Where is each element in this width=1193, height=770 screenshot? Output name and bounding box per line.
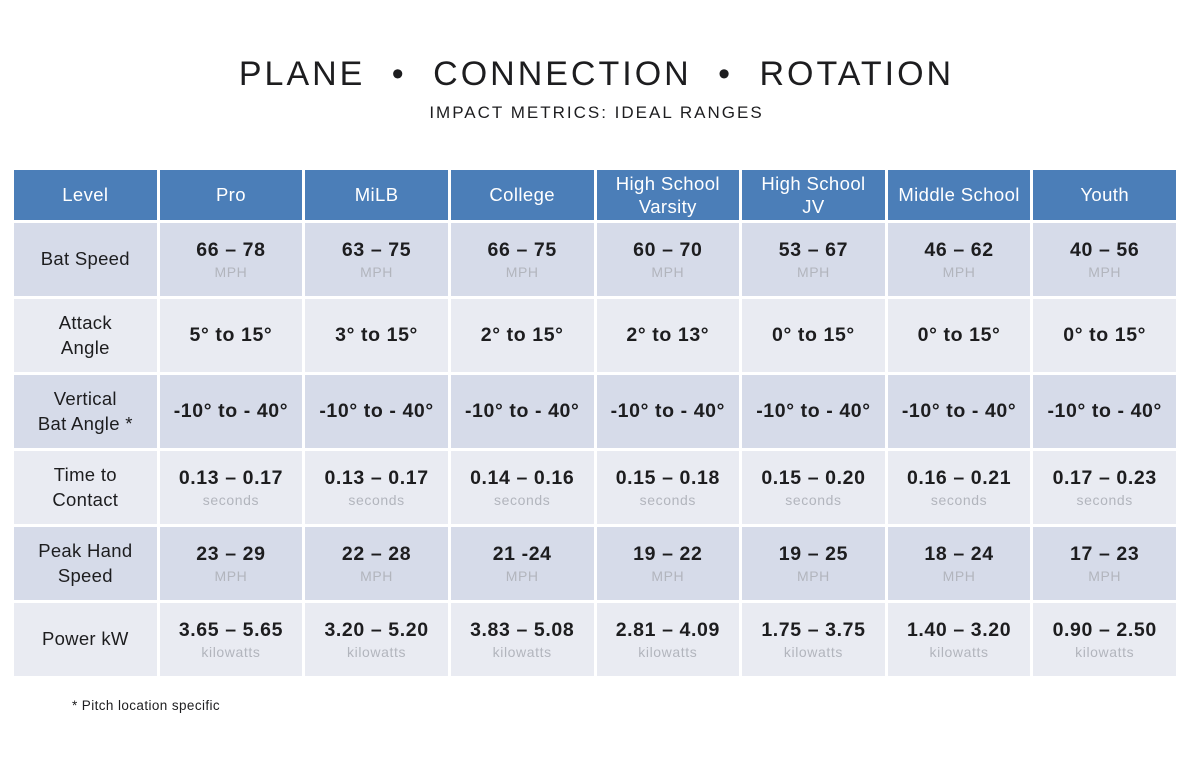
cell-value: 66 – 75 <box>487 239 557 261</box>
cell-peak-hand-speed-milb <box>305 527 448 600</box>
cell-unit: kilowatts <box>638 644 698 660</box>
cell-power-kw-high-school-jv <box>742 603 885 676</box>
cell-value: 0° to 15° <box>917 324 1001 346</box>
cell-unit: MPH <box>1088 568 1122 584</box>
cell-value: 3.20 – 5.20 <box>324 619 429 641</box>
cell-value: 19 – 25 <box>778 543 849 565</box>
table-row-power-kw <box>14 603 1176 676</box>
table-row-vertical-bat-angle <box>14 375 1176 448</box>
cell-attack-angle-youth <box>1033 299 1176 372</box>
table-row-bat-speed <box>14 223 1176 296</box>
cell-time-to-contact-milb <box>305 451 448 524</box>
column-header-middle-school: Middle School <box>888 170 1031 220</box>
cell-vertical-bat-angle-youth <box>1033 375 1176 448</box>
row-label-text: Power kW <box>41 628 129 650</box>
cell-value: 17 – 23 <box>1070 543 1140 565</box>
cell-value: 22 – 28 <box>341 543 412 565</box>
column-header-youth: Youth <box>1033 170 1176 220</box>
column-header-college: College <box>451 170 594 220</box>
cell-value: 63 – 75 <box>341 239 412 261</box>
cell-unit: kilowatts <box>347 644 407 660</box>
cell-unit: MPH <box>651 568 685 584</box>
cell-vertical-bat-angle-high-school-varsity <box>597 375 740 448</box>
cell-value: 2° to 15° <box>480 324 564 346</box>
cell-unit: MPH <box>942 568 976 584</box>
table-header-row <box>14 170 1176 220</box>
cell-attack-angle-pro <box>160 299 303 372</box>
cell-bat-speed-high-school-jv <box>742 223 885 296</box>
cell-attack-angle-high-school-varsity <box>597 299 740 372</box>
cell-value: -10° to - 40° <box>319 400 434 422</box>
column-header-high-school-varsity: High School Varsity <box>597 170 740 220</box>
cell-value: 1.40 – 3.20 <box>906 619 1012 641</box>
table-row-peak-hand-speed <box>14 527 1176 600</box>
table-row-time-to-contact <box>14 451 1176 524</box>
footnote: * Pitch location specific <box>72 698 221 713</box>
cell-value: 1.75 – 3.75 <box>761 619 866 641</box>
cell-value: -10° to - 40° <box>464 400 580 422</box>
cell-peak-hand-speed-college <box>451 527 594 600</box>
cell-unit: MPH <box>214 568 248 584</box>
cell-unit: seconds <box>1076 492 1133 508</box>
table-body <box>14 223 1176 676</box>
page-subtitle: IMPACT METRICS: IDEAL RANGES <box>429 103 764 122</box>
cell-bat-speed-pro <box>160 223 303 296</box>
cell-unit: kilowatts <box>492 644 552 660</box>
cell-unit: seconds <box>639 492 696 508</box>
cell-unit: MPH <box>796 568 830 584</box>
cell-peak-hand-speed-pro <box>160 527 303 600</box>
row-label-text: Attack Angle <box>58 312 112 358</box>
cell-power-kw-college <box>451 603 594 676</box>
cell-value: 40 – 56 <box>1070 239 1140 261</box>
cell-value: 5° to 15° <box>189 324 273 346</box>
cell-vertical-bat-angle-college <box>451 375 594 448</box>
page-title: PLANE • CONNECTION • ROTATION <box>238 55 955 93</box>
cell-time-to-contact-pro <box>160 451 303 524</box>
cell-value: 2° to 13° <box>626 324 710 346</box>
cell-unit: seconds <box>348 492 405 508</box>
cell-value: 0.13 – 0.17 <box>178 467 284 489</box>
cell-value: 18 – 24 <box>924 543 994 565</box>
cell-value: 2.81 – 4.09 <box>615 619 720 641</box>
cell-unit: MPH <box>505 568 539 584</box>
cell-peak-hand-speed-high-school-jv <box>742 527 885 600</box>
cell-value: 0.17 – 0.23 <box>1052 467 1157 489</box>
cell-unit: seconds <box>930 492 988 508</box>
cell-unit: MPH <box>360 568 394 584</box>
cell-value: 23 – 29 <box>196 543 266 565</box>
cell-value: 0.15 – 0.20 <box>761 467 866 489</box>
cell-value: 46 – 62 <box>924 239 994 261</box>
cell-value: 0.14 – 0.16 <box>470 467 575 489</box>
cell-value: -10° to - 40° <box>173 400 289 422</box>
cell-unit: kilowatts <box>783 644 843 660</box>
cell-value: 0° to 15° <box>1063 324 1147 346</box>
cell-time-to-contact-middle-school <box>888 451 1031 524</box>
cell-bat-speed-youth <box>1033 223 1176 296</box>
cell-unit: seconds <box>494 492 551 508</box>
row-label-peak-hand-speed <box>14 527 157 600</box>
cell-value: 3.83 – 5.08 <box>470 619 575 641</box>
cell-unit: seconds <box>785 492 842 508</box>
cell-time-to-contact-college <box>451 451 594 524</box>
row-label-text: Time to Contact <box>52 464 119 510</box>
row-label-attack-angle <box>14 299 157 372</box>
cell-power-kw-youth <box>1033 603 1176 676</box>
cell-unit: MPH <box>651 264 685 280</box>
cell-vertical-bat-angle-milb <box>305 375 448 448</box>
cell-value: 0° to 15° <box>772 324 855 346</box>
cell-value: 0.15 – 0.18 <box>615 467 720 489</box>
cell-attack-angle-milb <box>305 299 448 372</box>
column-header-high-school-jv: High School JV <box>742 170 885 220</box>
table-row-attack-angle <box>14 299 1176 372</box>
cell-power-kw-high-school-varsity <box>597 603 740 676</box>
row-label-bat-speed <box>14 223 157 296</box>
cell-unit: MPH <box>796 264 830 280</box>
table-header <box>14 170 1176 220</box>
column-header-milb: MiLB <box>305 170 448 220</box>
cell-power-kw-middle-school <box>888 603 1031 676</box>
cell-unit: seconds <box>202 492 260 508</box>
cell-bat-speed-milb <box>305 223 448 296</box>
cell-value: -10° to - 40° <box>756 400 871 422</box>
cell-peak-hand-speed-middle-school <box>888 527 1031 600</box>
cell-unit: MPH <box>1088 264 1122 280</box>
cell-value: -10° to - 40° <box>1047 400 1162 422</box>
row-label-time-to-contact <box>14 451 157 524</box>
row-label-vertical-bat-angle <box>14 375 157 448</box>
column-header-level: Level <box>14 170 157 220</box>
cell-unit: MPH <box>360 264 394 280</box>
cell-value: 0.90 – 2.50 <box>1052 619 1157 641</box>
cell-time-to-contact-youth <box>1033 451 1176 524</box>
cell-unit: kilowatts <box>1075 644 1135 660</box>
cell-value: 19 – 22 <box>633 543 703 565</box>
cell-time-to-contact-high-school-varsity <box>597 451 740 524</box>
row-label-text: Peak Hand Speed <box>38 540 133 586</box>
cell-value: 66 – 78 <box>196 239 266 261</box>
cell-bat-speed-high-school-varsity <box>597 223 740 296</box>
column-header-pro: Pro <box>160 170 303 220</box>
row-label-power-kw <box>14 603 157 676</box>
cell-time-to-contact-high-school-jv <box>742 451 885 524</box>
cell-attack-angle-college <box>451 299 594 372</box>
cell-value: 0.16 – 0.21 <box>906 467 1012 489</box>
cell-bat-speed-middle-school <box>888 223 1031 296</box>
cell-unit: kilowatts <box>929 644 989 660</box>
cell-value: 21 -24 <box>492 543 552 565</box>
cell-power-kw-milb <box>305 603 448 676</box>
cell-vertical-bat-angle-pro <box>160 375 303 448</box>
cell-vertical-bat-angle-high-school-jv <box>742 375 885 448</box>
cell-value: 53 – 67 <box>778 239 849 261</box>
cell-value: 3° to 15° <box>335 324 418 346</box>
cell-bat-speed-college <box>451 223 594 296</box>
cell-value: 60 – 70 <box>633 239 703 261</box>
cell-unit: MPH <box>505 264 539 280</box>
cell-peak-hand-speed-youth <box>1033 527 1176 600</box>
cell-attack-angle-middle-school <box>888 299 1031 372</box>
cell-peak-hand-speed-high-school-varsity <box>597 527 740 600</box>
impact-metrics-table <box>11 167 1179 679</box>
cell-unit: kilowatts <box>201 644 261 660</box>
cell-value: 3.65 – 5.65 <box>178 619 284 641</box>
cell-unit: MPH <box>942 264 976 280</box>
cell-value: -10° to - 40° <box>901 400 1017 422</box>
cell-power-kw-pro <box>160 603 303 676</box>
cell-value: 0.13 – 0.17 <box>324 467 429 489</box>
row-label-text: Vertical Bat Angle * <box>37 388 133 434</box>
cell-value: -10° to - 40° <box>610 400 726 422</box>
cell-vertical-bat-angle-middle-school <box>888 375 1031 448</box>
row-label-text: Bat Speed <box>40 248 130 270</box>
cell-unit: MPH <box>214 264 248 280</box>
cell-attack-angle-high-school-jv <box>742 299 885 372</box>
